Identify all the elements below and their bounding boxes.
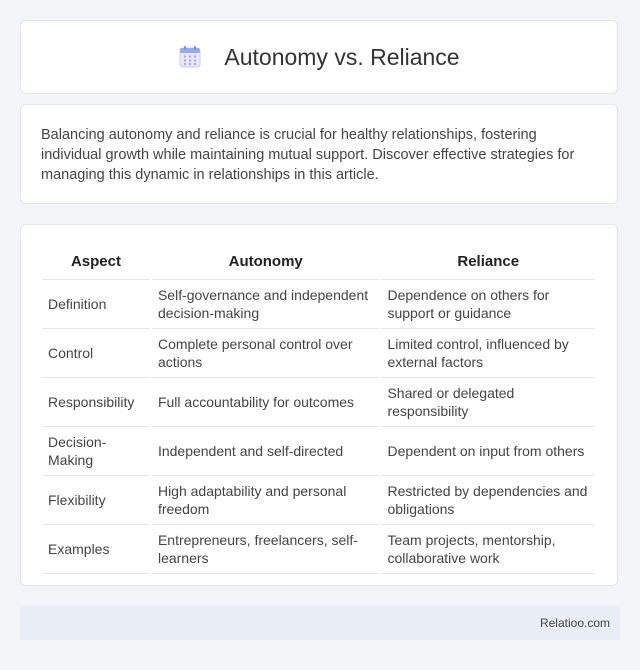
reliance-cell: Dependent on input from others <box>381 427 595 476</box>
aspect-cell: Responsibility <box>42 378 150 427</box>
reliance-cell: Limited control, influenced by external factors <box>381 329 595 378</box>
reliance-cell: Restricted by dependencies and obligations <box>381 476 595 525</box>
intro-text: Balancing autonomy and reliance is crucial for healthy relationships, fostering individual growth while maintaining mutual support. Discover effective strategies for managing this dynamic in relationships in this article. <box>41 127 575 183</box>
aspect-cell: Definition <box>42 280 150 329</box>
page-title: Autonomy vs. Reliance <box>224 43 460 70</box>
reliance-cell: Dependence on others for support or guidance <box>381 280 595 329</box>
calendar-icon <box>178 45 202 69</box>
autonomy-cell: Full accountability for outcomes <box>152 378 380 427</box>
autonomy-cell: Entrepreneurs, freelancers, self-learners <box>152 525 380 574</box>
table-row <box>42 280 595 329</box>
column-header-aspect: Aspect <box>42 243 150 280</box>
comparison-table <box>40 243 597 574</box>
table-row <box>42 525 595 574</box>
table-card <box>20 224 618 586</box>
reliance-cell: Shared or delegated responsibility <box>381 378 595 427</box>
table-row <box>42 378 595 427</box>
autonomy-cell: Self-governance and independent decision-making <box>152 280 380 329</box>
footer-site-link[interactable]: Relatioo.com <box>539 616 610 630</box>
table-row <box>42 329 595 378</box>
footer <box>20 606 620 640</box>
column-header-reliance: Reliance <box>381 243 595 280</box>
reliance-cell: Team projects, mentorship, collaborative work <box>381 525 595 574</box>
title-card <box>20 20 618 94</box>
intro-card <box>20 104 618 204</box>
title-wrap <box>178 44 459 71</box>
table-row <box>42 476 595 525</box>
aspect-cell: Examples <box>42 525 150 574</box>
autonomy-cell: Independent and self-directed <box>152 427 380 476</box>
autonomy-cell: High adaptability and personal freedom <box>152 476 380 525</box>
table-row <box>42 427 595 476</box>
autonomy-cell: Complete personal control over actions <box>152 329 380 378</box>
column-header-autonomy: Autonomy <box>152 243 380 280</box>
aspect-cell: Decision-Making <box>42 427 150 476</box>
aspect-cell: Flexibility <box>42 476 150 525</box>
table-header-row <box>42 243 595 280</box>
aspect-cell: Control <box>42 329 150 378</box>
